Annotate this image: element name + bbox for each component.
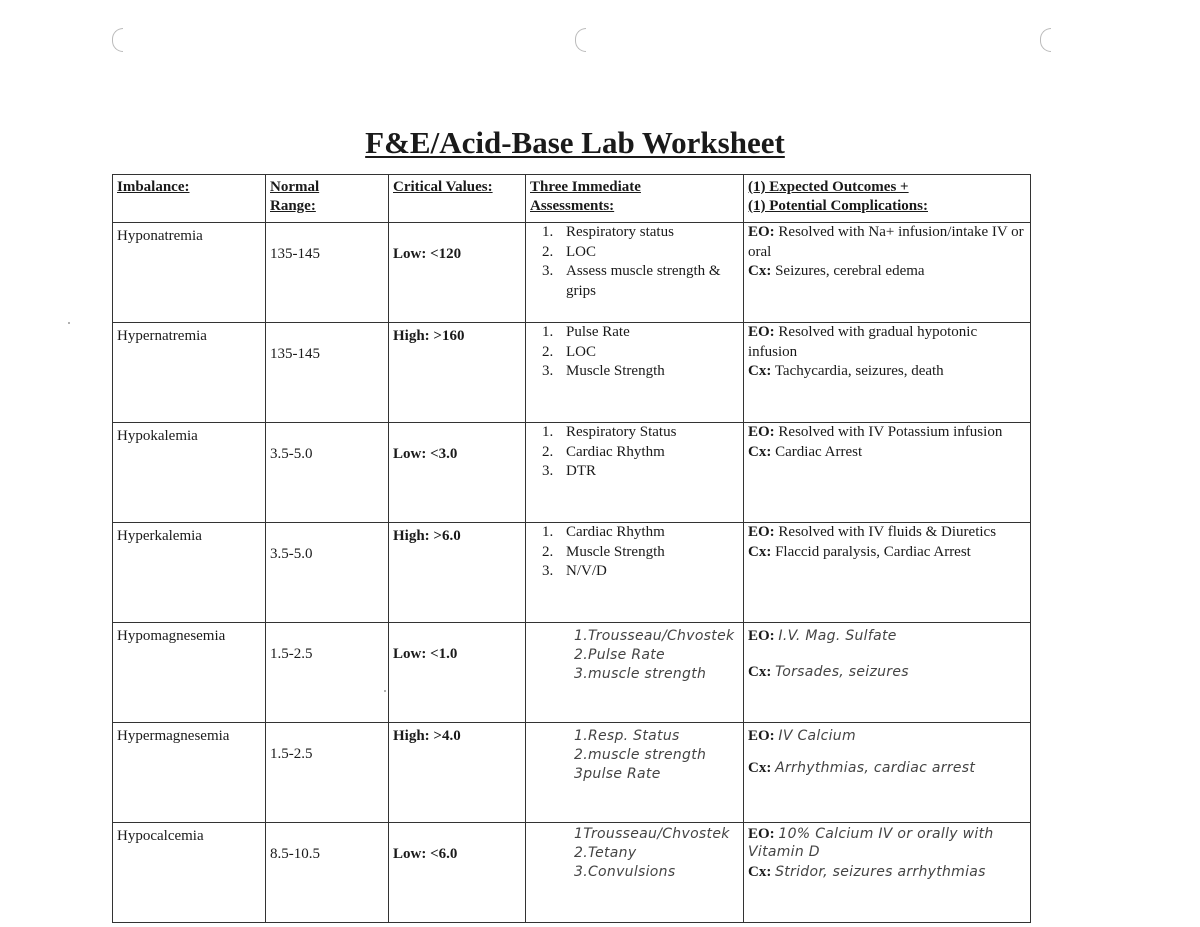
header-outcomes: (1) Expected Outcomes + (1) Potential Complications: [744,175,1031,223]
list-item: 1. Pulse Rate [552,323,739,343]
table-row [113,623,1031,723]
normal-range: 3.5-5.0 [266,423,389,523]
complication: Stridor, seizures arrhythmias [775,864,986,880]
eo-label: EO: [748,826,775,842]
page-title: F&E/Acid-Base Lab Worksheet [365,125,785,160]
list-item: 2.muscle strength [574,747,707,763]
assessments [526,723,744,823]
expected-outcome: IV Calcium [778,728,856,744]
imbalance-name: Hyponatremia [113,223,266,323]
table-row [113,223,1031,323]
cx-label: Cx: [748,663,772,680]
expected-outcome: Resolved with IV Potassium infusion [778,424,1003,440]
imbalance-name: Hypermagnesemia [113,723,266,823]
critical-value: Low: <1.0 [389,623,526,723]
normal-range: 3.5-5.0 [266,523,389,623]
table-row [113,423,1031,523]
expected-outcome: Resolved with IV fluids & Diuretics [778,524,997,540]
outcomes [744,323,1031,423]
punch-hole-right [1040,28,1051,52]
cx-label: Cx: [748,263,772,279]
normal-range: 8.5-10.5 [266,823,389,923]
complication: Arrhythmias, cardiac arrest [775,759,976,776]
complication: Tachycardia, seizures, death [774,363,944,379]
assessments [526,423,744,523]
outcomes [744,223,1031,323]
critical-value: High: >4.0 [389,723,526,823]
assessments [526,323,744,423]
cx-label: Cx: [748,864,772,880]
complication: Flaccid paralysis, Cardiac Arrest [775,543,971,560]
eo-label: EO: [748,224,775,240]
header-normal-range: Normal Range: [266,175,389,223]
outcomes [744,523,1031,623]
punch-hole-center [575,28,586,52]
assessments [526,223,744,323]
imbalance-name: Hypernatremia [113,323,266,423]
list-item: 2.Pulse Rate [574,647,665,663]
table-row [113,723,1031,823]
imbalance-name: Hypokalemia [113,423,266,523]
list-item: 2.Tetany [574,845,637,861]
header-assessments: Three Immediate Assessments: [526,175,744,223]
normal-range: 1.5-2.5 [266,723,389,823]
critical-value: Low: <3.0 [389,423,526,523]
expected-outcome: Resolved with gradual hypotonic infusion [748,324,978,360]
eo-label: EO: [748,728,775,744]
eo-label: EO: [748,324,775,340]
header-imbalance: Imbalance: [113,175,266,223]
list-item: 3. Assess muscle strength & grips [552,262,739,301]
list-item: 3.muscle strength [574,666,707,682]
table-row [113,823,1031,923]
list-item: 1. Cardiac Rhythm [552,523,739,543]
list-item: 2. LOC [552,343,739,363]
list-item: 3. DTR [552,462,739,482]
header-critical-values: Critical Values: [389,175,526,223]
eo-label: EO: [748,524,775,540]
normal-range: 135-145 [266,323,389,423]
assessments [526,823,744,923]
outcomes [744,623,1031,723]
normal-range: 1.5-2.5 [266,623,389,723]
imbalance-name: Hypocalcemia [113,823,266,923]
expected-outcome: I.V. Mag. Sulfate [778,628,897,644]
eo-label: EO: [748,424,775,440]
list-item: 1Trousseau/Chvostek [574,826,730,842]
cx-label: Cx: [748,363,772,379]
complication: Seizures, cerebral edema [775,263,925,279]
list-item: 1.Trousseau/Chvostek [574,628,735,644]
list-item: 3pulse Rate [574,766,661,782]
list-item: 3. Muscle Strength [552,362,739,382]
expected-outcome: Resolved with Na+ infusion/intake IV or oral [748,224,1024,260]
critical-value: Low: <120 [389,223,526,323]
imbalance-name: Hyperkalemia [113,523,266,623]
list-item: 3.Convulsions [574,864,676,880]
list-item: 3. N/V/D [552,562,739,582]
critical-value: High: >6.0 [389,523,526,623]
critical-value: Low: <6.0 [389,823,526,923]
list-item: 1. Respiratory status [552,223,739,243]
list-item: 2. Muscle Strength [552,543,739,563]
table-row [113,523,1031,623]
list-item: 2. Cardiac Rhythm [552,443,739,463]
normal-range: 135-145 [266,223,389,323]
eo-label: EO: [748,628,775,644]
cx-label: Cx: [748,759,772,776]
list-item: 2. LOC [552,243,739,263]
list-item: 1.Resp. Status [574,728,680,744]
outcomes [744,823,1031,923]
assessments [526,523,744,623]
worksheet-table [112,174,1031,923]
complication: Cardiac Arrest [775,443,863,460]
cx-label: Cx: [748,443,772,460]
cx-label: Cx: [748,543,772,560]
outcomes [744,423,1031,523]
imbalance-name: Hypomagnesemia [113,623,266,723]
header-row [113,175,1031,223]
complication: Torsades, seizures [775,663,909,680]
outcomes [744,723,1031,823]
assessments [526,623,744,723]
critical-value: High: >160 [389,323,526,423]
punch-hole-left [112,28,123,52]
table-row [113,323,1031,423]
scan-speck [68,322,70,324]
expected-outcome: 10% Calcium IV or orally with Vitamin D [748,826,994,860]
list-item: 1. Respiratory Status [552,423,739,443]
